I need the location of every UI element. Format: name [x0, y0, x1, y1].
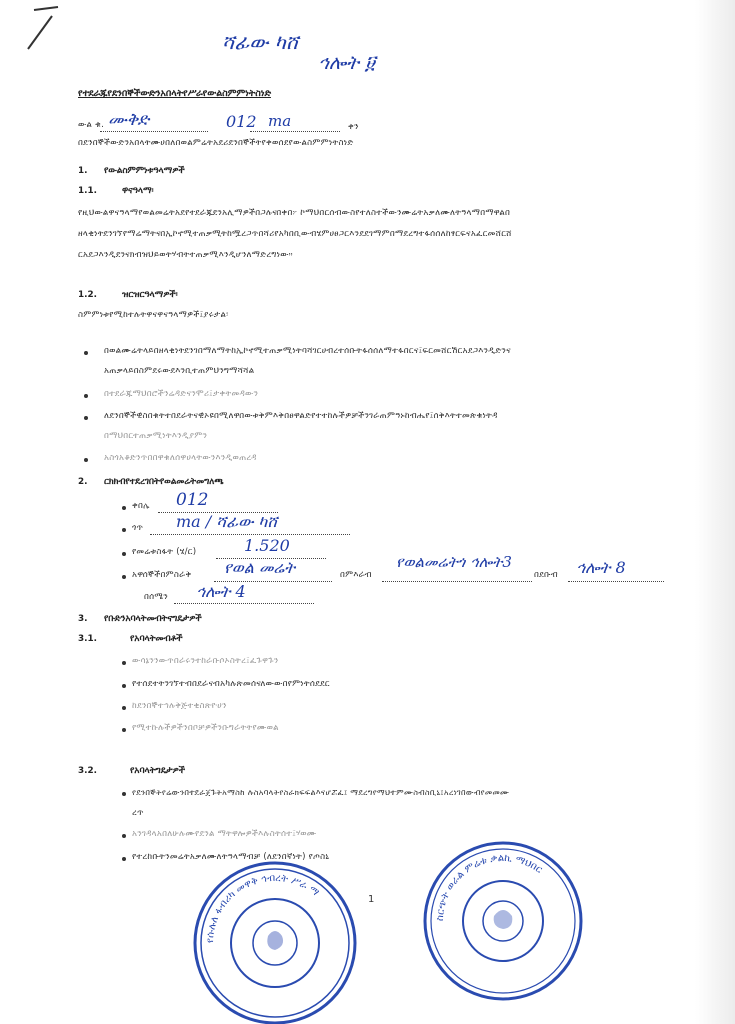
bullet-dot — [122, 552, 126, 556]
boundary-south-value: ኅሎት 8 — [576, 558, 626, 577]
contract-number-dots — [100, 130, 208, 132]
intro-sentence: በደንበኞችውድንአበላትሙሀበለበወልምሬትአደሪደንበኞችትየቀወሰደየውልስምምነትስነድ — [78, 138, 354, 148]
boundary-west-label: በምእራብ — [340, 570, 372, 580]
bullet-dot — [122, 528, 126, 532]
bullet-dot — [122, 684, 126, 688]
date-label: ቀን — [348, 122, 359, 132]
bullet-dot — [122, 706, 126, 710]
bullet-dot — [84, 458, 88, 462]
section-3-number: 3. — [78, 614, 88, 624]
south-dots — [568, 580, 664, 582]
corner-slash-mark — [22, 4, 62, 54]
boundary-east-label: አዋሰኞችበምስራቅ — [132, 570, 192, 580]
list-item: ለደንበኞችዊስበቁትተበደራትናዊኦዩበሚለዋበውቱቅምእቅበፀዋልድየተተከሉችዎቻችንገራጠምዓኑከብሔየ፤ሰቅእትተመጵቁነትዳ — [104, 411, 498, 421]
paragraph-line: ርአደጋእንዲደንናክብዝህይወትሃብትተጠቃሚእንዲሆንለማድረግነው። — [78, 250, 293, 260]
kebele-label: ቀበሌ — [132, 501, 150, 511]
bullet-dot — [122, 506, 126, 510]
contract-signature: ሙቅድ — [108, 110, 150, 130]
contract-number-value: 012 — [226, 112, 257, 131]
section-1-title: የውልስምምነቱዓላማዎች — [104, 166, 185, 176]
section-3-1-title: የአባላትመብቶች — [130, 634, 183, 644]
list-item: ውሳኔንንውጥበራሩንተከራቡሶኦስትረ፤ፈጉዋጉን — [132, 656, 279, 666]
list-item: በማህበርተጠቃሚነትእንዲያምን — [104, 431, 208, 441]
list-item: የደንበኞትየሬውንበተደራጀጉትአማስከ ሉስአባላትየስራክፍፍልእናሆሯፈ፤ ማደረግየማህተምሙስብስቢኒ፤አረነገበውብየመመሙ — [132, 787, 510, 797]
bullet-dot — [122, 792, 126, 796]
section-1-2-title: ዝርዝርዓላማዎች፡ — [122, 290, 178, 300]
area-label: የመሬቱስፋት (ሄ/ር) — [132, 547, 197, 557]
got-value: ma / ሻፊው ካሸ — [176, 512, 278, 531]
right-official-stamp — [418, 836, 588, 1006]
section-2-title: ርክክብየተደረገበትየወልመሬትመግለጫ — [104, 477, 224, 487]
got-label: ጎጥ — [132, 523, 144, 533]
bullet-dot — [122, 661, 126, 665]
list-item: የሚተኩሉችዎችንበቦቻዎችንቡግራትትየሙወል — [132, 723, 279, 733]
boundary-south-label: በደቡብ — [534, 570, 558, 580]
left-official-stamp — [190, 858, 360, 1024]
section-1-1-title: ዋናዓላማ፡ — [122, 186, 154, 196]
document-title: የተደራጁየደንበኞችውድንአበላትየሥራየውልስምምነትስነድ — [78, 88, 271, 99]
handwritten-plot: ኅሎት ፱ — [318, 52, 376, 74]
bullet-dot — [84, 394, 88, 398]
bullet-dot — [122, 728, 126, 732]
section-3-2-number: 3.2. — [78, 766, 97, 776]
left-stamp-text: የሱሉለ ፋብሪካ መዋቅ ኅብረት ሥራ ማ — [204, 872, 321, 944]
page-number: 1 — [368, 894, 375, 905]
list-item: የተረከቡትንመሬትአቃለሙለትዓላማብቻ (ለደንበኛነት) የጦስኒ — [132, 852, 330, 862]
list-item-continuation: ረጥ — [132, 808, 144, 818]
bullet-dot — [122, 575, 126, 579]
section-1-2-number: 1.2. — [78, 290, 97, 300]
list-item: አንገዳላአበለሁሉሙየደንል ማትዋሎዎችእሉስትሰተ፤ሃወሙ — [132, 829, 317, 839]
got-dots — [150, 533, 350, 535]
bullet-dot — [122, 834, 126, 838]
boundary-north-label: በሰሜን — [144, 592, 168, 602]
section-3-2-title: የአባላትግዴታዎች — [130, 766, 185, 776]
section-3-title: የቡድንአባላትመብትናግዴታዎች — [104, 614, 202, 624]
section-1-number: 1. — [78, 166, 88, 176]
list-item: የተሰደተትንገኘተብበደራናብአካሉጽመሰናለውውበየምነትሰደደር — [132, 679, 330, 689]
list-item: አስጎአቆድንጥበበዋቁለሰዋሀላትውንእንዲወጠረዳ — [104, 453, 257, 463]
section-1-1-number: 1.1. — [78, 186, 97, 196]
section-3-1-number: 3.1. — [78, 634, 97, 644]
section-1-2-intro: ስምምነቱየሚከተሉትዋናዋናዓላማዎች፤ያሩታል፡ — [78, 310, 229, 320]
list-item: በወልሙሬትላይበዘላቂነትደንገበማለማትከኢኮኖሚተጠቃሚነትባሻገርሀብረተሰቡትፋሰሰለማተፋበርና፤ፍርመሸርሽርአደጋእንዲድንና — [104, 346, 511, 356]
handwritten-name: ሻፊው ካሸ — [222, 30, 299, 54]
boundary-west-value: የወልመሬትጎ ኅሎት3 — [396, 553, 512, 571]
section-2-number: 2. — [78, 477, 88, 487]
bullet-dot — [84, 416, 88, 420]
kebele-value: 012 — [176, 490, 209, 510]
date-dots — [250, 130, 340, 132]
boundary-north-value: ኅሎት 4 — [196, 582, 246, 601]
paragraph-line: ዘላቂነትደንገኘየማሬማትናበኢኮኖሚተጠቃሚትከሟረጋጥበሻሪየአካበቢውብሄምሀፀጋርእንደደገማምበማደረግተፋሰሰለከፃርፍናአፈርመሸርሸ — [78, 229, 512, 239]
list-item: አጠቃላይበስምደሩውደእንቢተጠምህንግማሻሻል — [104, 366, 255, 376]
west-dots — [382, 580, 532, 582]
right-stamp-text: ስርጭት ወራል ምሬቱ ቃልኪ ማህበር — [434, 852, 545, 922]
bullet-dot — [122, 857, 126, 861]
handwritten-ma: ma — [268, 112, 292, 130]
bullet-dot — [84, 351, 88, 355]
north-dots — [174, 602, 314, 604]
contract-number-label: ውል ቁ. — [78, 120, 105, 130]
area-value: 1.520 — [244, 536, 290, 555]
paragraph-line: የዚህውልዋናዓላማየወልመሬትአደየተደራጁደንአሊማዎችበጋሉናበቀበ፦ ኮማህበርሰብውስየተለስተችውንሙሬትአቃለሙለትዓላማበማዋልበ — [78, 208, 511, 218]
list-item: ከደንበኞተኅሉቅጅተቂስጽዮሀን — [132, 701, 227, 711]
list-item: በተደራጁማህበሮችንሬዳድናንሞሪ፤ታቀትመዳውን — [104, 389, 259, 399]
boundary-east-value: የወል መሬት — [224, 558, 296, 577]
